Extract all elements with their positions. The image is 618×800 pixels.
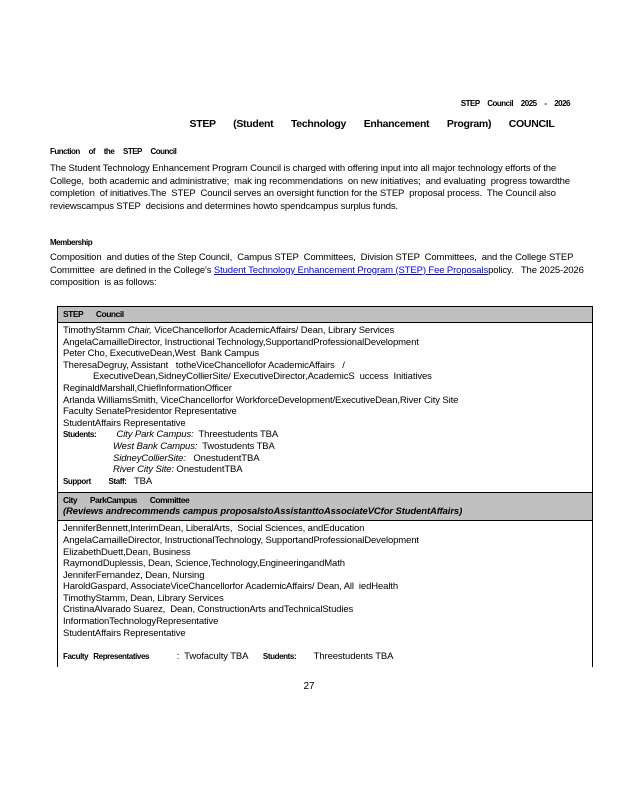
member-text [96,429,116,440]
table-row [63,604,587,616]
member-text: OnestudentTBA [185,452,260,464]
table-row [63,441,587,453]
member-text: JenniferFernandez, Dean, Nursing [63,569,205,581]
table-section-subtitle: (Reviews andrecommends campus proposalstoAssistanttoAssociateVCfor StudentAffairs) [63,506,463,518]
table-row [63,453,587,465]
membership-text-after-link: policy. The 2025-2026 composition is as follows: [50,264,587,289]
page-title: STEP (Student Technology Enhancement Program) COUNCIL [189,118,555,130]
table-row [63,651,587,663]
member-text: AngelaCamailleDirector, InstructionalTechnology, SupportandProfessionalDevelopment [63,534,419,546]
member-text: Peter Cho, ExecutiveDean,West Bank Campus [63,348,259,360]
member-text [91,476,109,487]
role-label: Representatives [93,651,150,661]
member-text: RaymondDuplessis, Dean, Science,Technology,EngineeringandMath [63,558,345,570]
campus-name-text: SidneyCollierSite: [113,452,186,464]
table-row [63,360,587,372]
table-row [63,383,587,395]
running-header: STEP Council 2025 - 2026 [460,99,570,108]
role-label: Students: [63,430,97,440]
membership-paragraph [50,252,587,290]
table-section-header [58,493,592,521]
function-section-heading: Function of the STEP Council [50,147,177,156]
member-text: JenniferBennett,InterimDean, LiberalArts, Social Sciences, andEducation [63,523,365,535]
table-row [63,395,587,407]
member-text: ViceChancellorfor AcademicAffairs/ Dean, Library Services [151,325,395,336]
table-row [63,616,587,628]
role-label: Students: [262,651,297,661]
member-text: Twostudents TBA [197,440,275,452]
campus-name-text: West Bank Campus: [113,440,198,452]
campus-name-text: City Park Campus: [116,429,194,441]
member-text: HaroldGaspard, AssociateViceChancellorfor AcademicAffairs/ Dean, All iedHealth [63,581,398,593]
table-row [63,628,587,640]
membership-section-heading: Membership [50,238,93,247]
role-label: Faculty [63,651,89,661]
table-row [63,429,587,441]
table-row [63,476,587,488]
table-section-body [58,323,592,493]
table-row [63,547,587,559]
member-text: StudentAffairs Representative [63,417,186,429]
table-row [63,464,587,476]
member-text: ExecutiveDean,SidneyCollierSite/ ExecutiveDirector,AcademicS uccess Initiatives [93,371,432,383]
role-label: Staff: [108,476,127,486]
member-text: Threestudents TBA [193,429,279,441]
membership-text-before-link: Composition and duties of the Step Council, Campus STEP Committees, Division STEP Committees, and the College STEP Committee are defined in the College's [50,252,579,276]
member-text: TBA [126,475,153,487]
member-text: Arlanda WilliamsSmith, ViceChancellorfor WorkforceDevelopment/ExecutiveDean,River City Site [63,394,459,406]
table-section-title: STEP Council [63,309,124,319]
campus-name-text: Chair, [127,325,152,336]
step-fee-proposals-link[interactable]: Student Technology Enhancement Program (STEP) Fee Proposals [213,264,489,276]
member-text: ElizabethDuett,Dean, Business [63,546,191,558]
member-text: Faculty SenatePresidentor Representative [63,406,237,418]
member-text [63,639,66,650]
member-text: StudentAffairs Representative [63,627,186,639]
table-row [63,570,587,582]
member-text: CristinaAlvarado Suarez, Dean, ConstructionArts andTechnicalStudies [63,604,354,616]
composition-table [57,306,593,667]
table-row [63,337,587,349]
member-text: InformationTechnologyRepresentative [63,616,219,628]
table-row [63,535,587,547]
member-text: AngelaCamailleDirector, Instructional Technology,SupportandProfessionalDevelopment [63,336,419,348]
table-row [63,558,587,570]
page-number: 27 [303,681,315,692]
table-row [63,523,587,535]
table-row [63,348,587,360]
table-section-header [58,307,592,323]
table-row [63,406,587,418]
campus-name-text: River City Site: [113,464,174,476]
table-row [63,325,587,337]
table-row [63,371,587,383]
member-text: Threestudents TBA [296,650,394,662]
member-text: ReginaldMarshall,ChiefInformationOfficer [63,382,232,394]
table-row [63,639,587,651]
member-text: TimothyStamm, Dean, Library Services [63,592,224,604]
table-row [63,581,587,593]
role-label: Support [63,476,91,486]
table-section-body [58,521,592,667]
table-row [63,418,587,430]
function-paragraph: The Student Technology Enhancement Program Council is charged with offering input into all major technology efforts of the College, both academic and administrative; mak ing recommendations on new initiatives; and evaluating progress towardthe completion of initiatives.The STEP Council serves an oversight function for the STEP proposal process. The Council also reviewscampus STEP decisions and determines howto spendcampus surplus funds. [50,163,573,212]
member-text: TimothyStamm [63,325,128,336]
member-text: OnestudentTBA [173,464,243,476]
table-row [63,593,587,605]
member-text: : Twofaculty TBA [149,650,263,662]
table-section-title: City ParkCampus Committee [63,495,190,506]
member-text: TheresaDegruy, Assistant totheViceChancellofor AcademicAffairs / [63,359,345,371]
